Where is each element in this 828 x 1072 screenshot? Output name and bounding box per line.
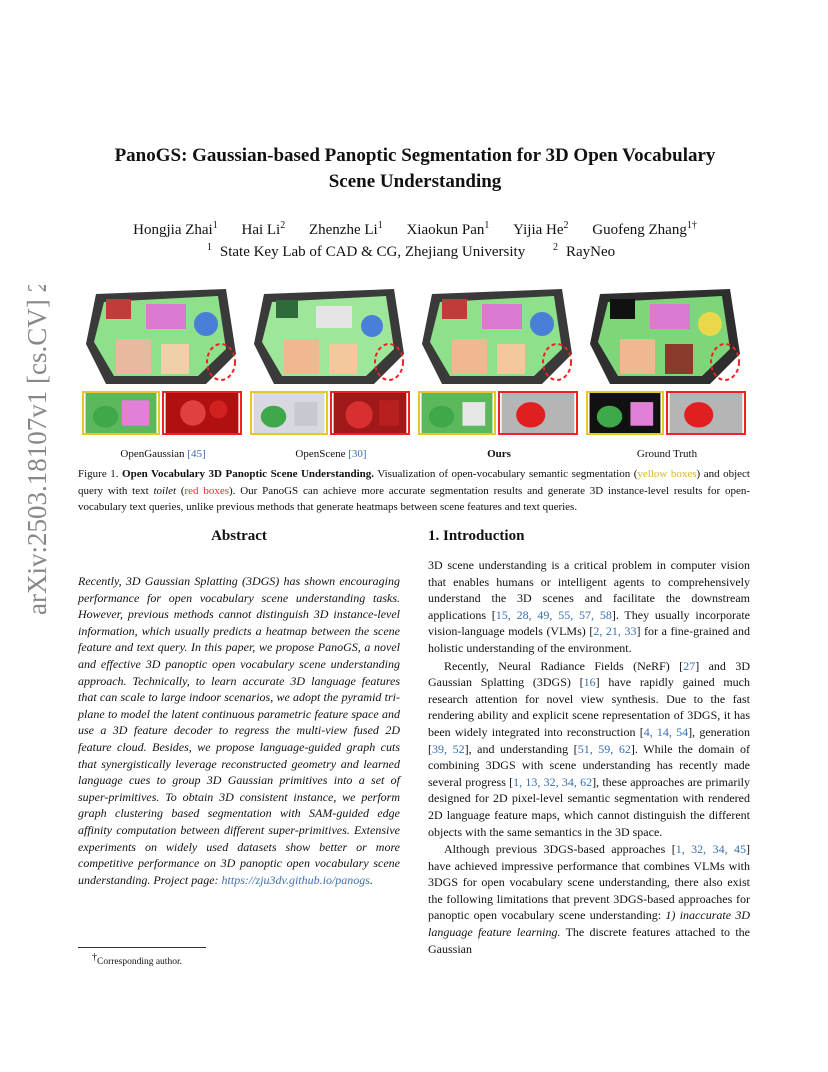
introduction-column: [428, 525, 750, 957]
scene-render-image: [86, 284, 240, 389]
footnote: †Corresponding author.: [92, 952, 182, 968]
citation-link[interactable]: [30]: [348, 448, 367, 460]
citation-link[interactable]: 39, 52: [432, 741, 465, 756]
scene-render-image: [254, 284, 408, 389]
affiliation: $^1$ State Key Lab of CAD & CG, Zhejiang University: [206, 242, 526, 260]
figure-caption: Figure 1. Open Vocabulary 3D Panoptic Scene Understanding. Visualization of open-vocabulary semantic segmentation (yellow boxes) and object query with text toilet (red boxes). Our PanoGS can achieve more accurate segmentation results and generate 3D instance-level results for open-vocabulary text queries, unlike previous methods that generate heatmaps between scene features and text queries.: [78, 468, 751, 513]
paper-title: [90, 143, 740, 195]
intro-paragraph-2: Recently, Neural Radiance Fields (NeRF) [27] and 3D Gaussian Splatting (3DGS) [16] have rapidly gained much research attention for novel view synthesis. Due to the fast rendering ability and explicit scene representation of 3DGS, it has been widely integrated into reconstruction [4, 14, 54], generation [39, 52], and understanding [51, 59, 62]. While the domain of combining 3DGS with scene understanding has recently made several progress [1, 13, 32, 34, 62], these approaches are primarily designed for 2D pixel-level semantic segmentation with rendered 2D language feature maps, which cannot distinguish the different objects with the same semantics in the 3D space.: [428, 658, 750, 839]
scene-render-image: [590, 284, 744, 389]
query-heatmap-thumbnail: [498, 391, 578, 435]
figure-panel-opengaussian: [82, 284, 244, 444]
affiliations: [80, 238, 750, 262]
arxiv-text: arXiv:2503.18107v1 [cs.CV] 23 Mar 2025: [22, 285, 52, 615]
query-heatmap-thumbnail: [666, 391, 746, 435]
author: Xiaokun Pan$^1$: [406, 220, 490, 238]
thumbnail-pair: [418, 391, 580, 437]
caption-bold-title: Open Vocabulary 3D Panoptic Scene Understanding.: [122, 468, 375, 480]
citation-link[interactable]: 2, 21, 33: [593, 624, 637, 639]
author-list: [80, 216, 750, 240]
citation-link[interactable]: 1, 13, 32, 34, 62: [513, 774, 593, 789]
figure-panel-ours: [418, 284, 580, 444]
citation-link[interactable]: 51, 59, 62: [577, 741, 631, 756]
segmentation-thumbnail: [418, 391, 496, 435]
figure-panel-openscene: [250, 284, 412, 444]
citation-link[interactable]: 1, 32, 34, 45: [675, 842, 747, 857]
citation-link[interactable]: 27: [683, 658, 696, 673]
project-page-link[interactable]: https://zju3dv.github.io/panogs: [221, 872, 370, 887]
segmentation-thumbnail: [250, 391, 328, 435]
citation-link[interactable]: 16: [583, 675, 596, 690]
figure-1: [82, 284, 752, 434]
footnote-rule: [78, 947, 206, 948]
author: Hai Li$^2$: [241, 220, 286, 238]
affiliation: $^2$ RayNeo: [552, 242, 616, 260]
figure-panel-ground-truth: [586, 284, 748, 444]
author: Zhenzhe Li$^1$: [308, 220, 383, 238]
panel-label-ours: Ours: [487, 448, 511, 460]
abstract-column: [78, 525, 400, 888]
intro-paragraph-1: 3D scene understanding is a critical problem in computer vision that enables humans or intelligent agents to comprehensively understand the 3D scenes and facilitate the downstream applications [15, 28, 49, 55, 57, 58]. They usually incorporate vision-language models (VLMs) [2, 21, 33] for a fine-grained and holistic understanding of the environment.: [428, 558, 751, 655]
abstract-heading: Abstract: [211, 528, 267, 544]
panel-label-ground-truth: Ground Truth: [636, 448, 698, 460]
title-line-1: PanoGS: Gaussian-based Panoptic Segmentation for 3D Open Vocabulary: [114, 145, 716, 166]
segmentation-thumbnail: [586, 391, 664, 435]
query-heatmap-thumbnail: [330, 391, 410, 435]
arxiv-stamp: [2, 285, 62, 615]
yellow-boxes-text: yellow boxes: [637, 468, 697, 480]
citation-link[interactable]: 15, 28, 49, 55, 57, 58: [495, 607, 612, 622]
scene-render-image: [422, 284, 576, 389]
introduction-heading: 1. Introduction: [428, 528, 525, 544]
author: Yijia He$^2$: [513, 220, 569, 238]
thumbnail-pair: [250, 391, 412, 437]
thumbnail-pair: [586, 391, 748, 437]
panel-label-openscene: OpenScene [30]: [295, 448, 367, 460]
title-line-2: Scene Understanding: [328, 171, 502, 192]
red-boxes-text: red boxes: [184, 484, 230, 497]
author: Guofeng Zhang$^{1\dagger}$: [592, 220, 697, 238]
segmentation-thumbnail: [82, 391, 160, 435]
citation-link[interactable]: 4, 14, 54: [643, 724, 689, 739]
query-heatmap-thumbnail: [162, 391, 242, 435]
author: Hongjia Zhai$^1$: [133, 220, 218, 238]
citation-link[interactable]: [45]: [187, 448, 206, 460]
panel-label-opengaussian: OpenGaussian [45]: [120, 448, 206, 460]
abstract-text: Recently, 3D Gaussian Splatting (3DGS) has shown encouraging performance for open vocabulary scene understanding tasks. However, previous methods cannot distinguish 3D instance-level information, which usually predicts a heatmap between the scene feature and text query. In this paper, we propose PanoGS, a novel and effective 3D panoptic open vocabulary scene understanding approach. Technically, to learn accurate 3D language features that can scale to large indoor scenarios, we adopt the pyramid tri-plane to model the latent continuous parametric feature space and use a 3D feature decoder to regress the multi-view fused 2D feature cloud. Besides, we propose language-guided graph cuts that synergistically leverage reconstructed geometry and learned language cues to group 3D Gaussian primitives into a set of super-primitives. To obtain 3D consistent instance, we perform graph clustering based segmentation with SAM-guided edge affinity computation between different super-primitives. Extensive experiments on widely used datasets show better or more competitive performance on 3D panoptic open vocabulary scene understanding. Project page: https://zju3dv.github.io/panogs.: [78, 574, 400, 887]
arxiv-identifier: [2, 285, 62, 615]
thumbnail-pair: [82, 391, 244, 437]
intro-paragraph-3: Although previous 3DGS-based approaches [1, 32, 34, 45] have achieved impressive performance that combines VLMs with 3DGS for open vocabulary scene understanding, there also exist the following limitations that prevent 3DGS-based approaches for panoptic open vocabulary scene understanding: 1) inaccurate 3D language feature learning. The discrete features attached to the Gaussian: [428, 842, 751, 956]
